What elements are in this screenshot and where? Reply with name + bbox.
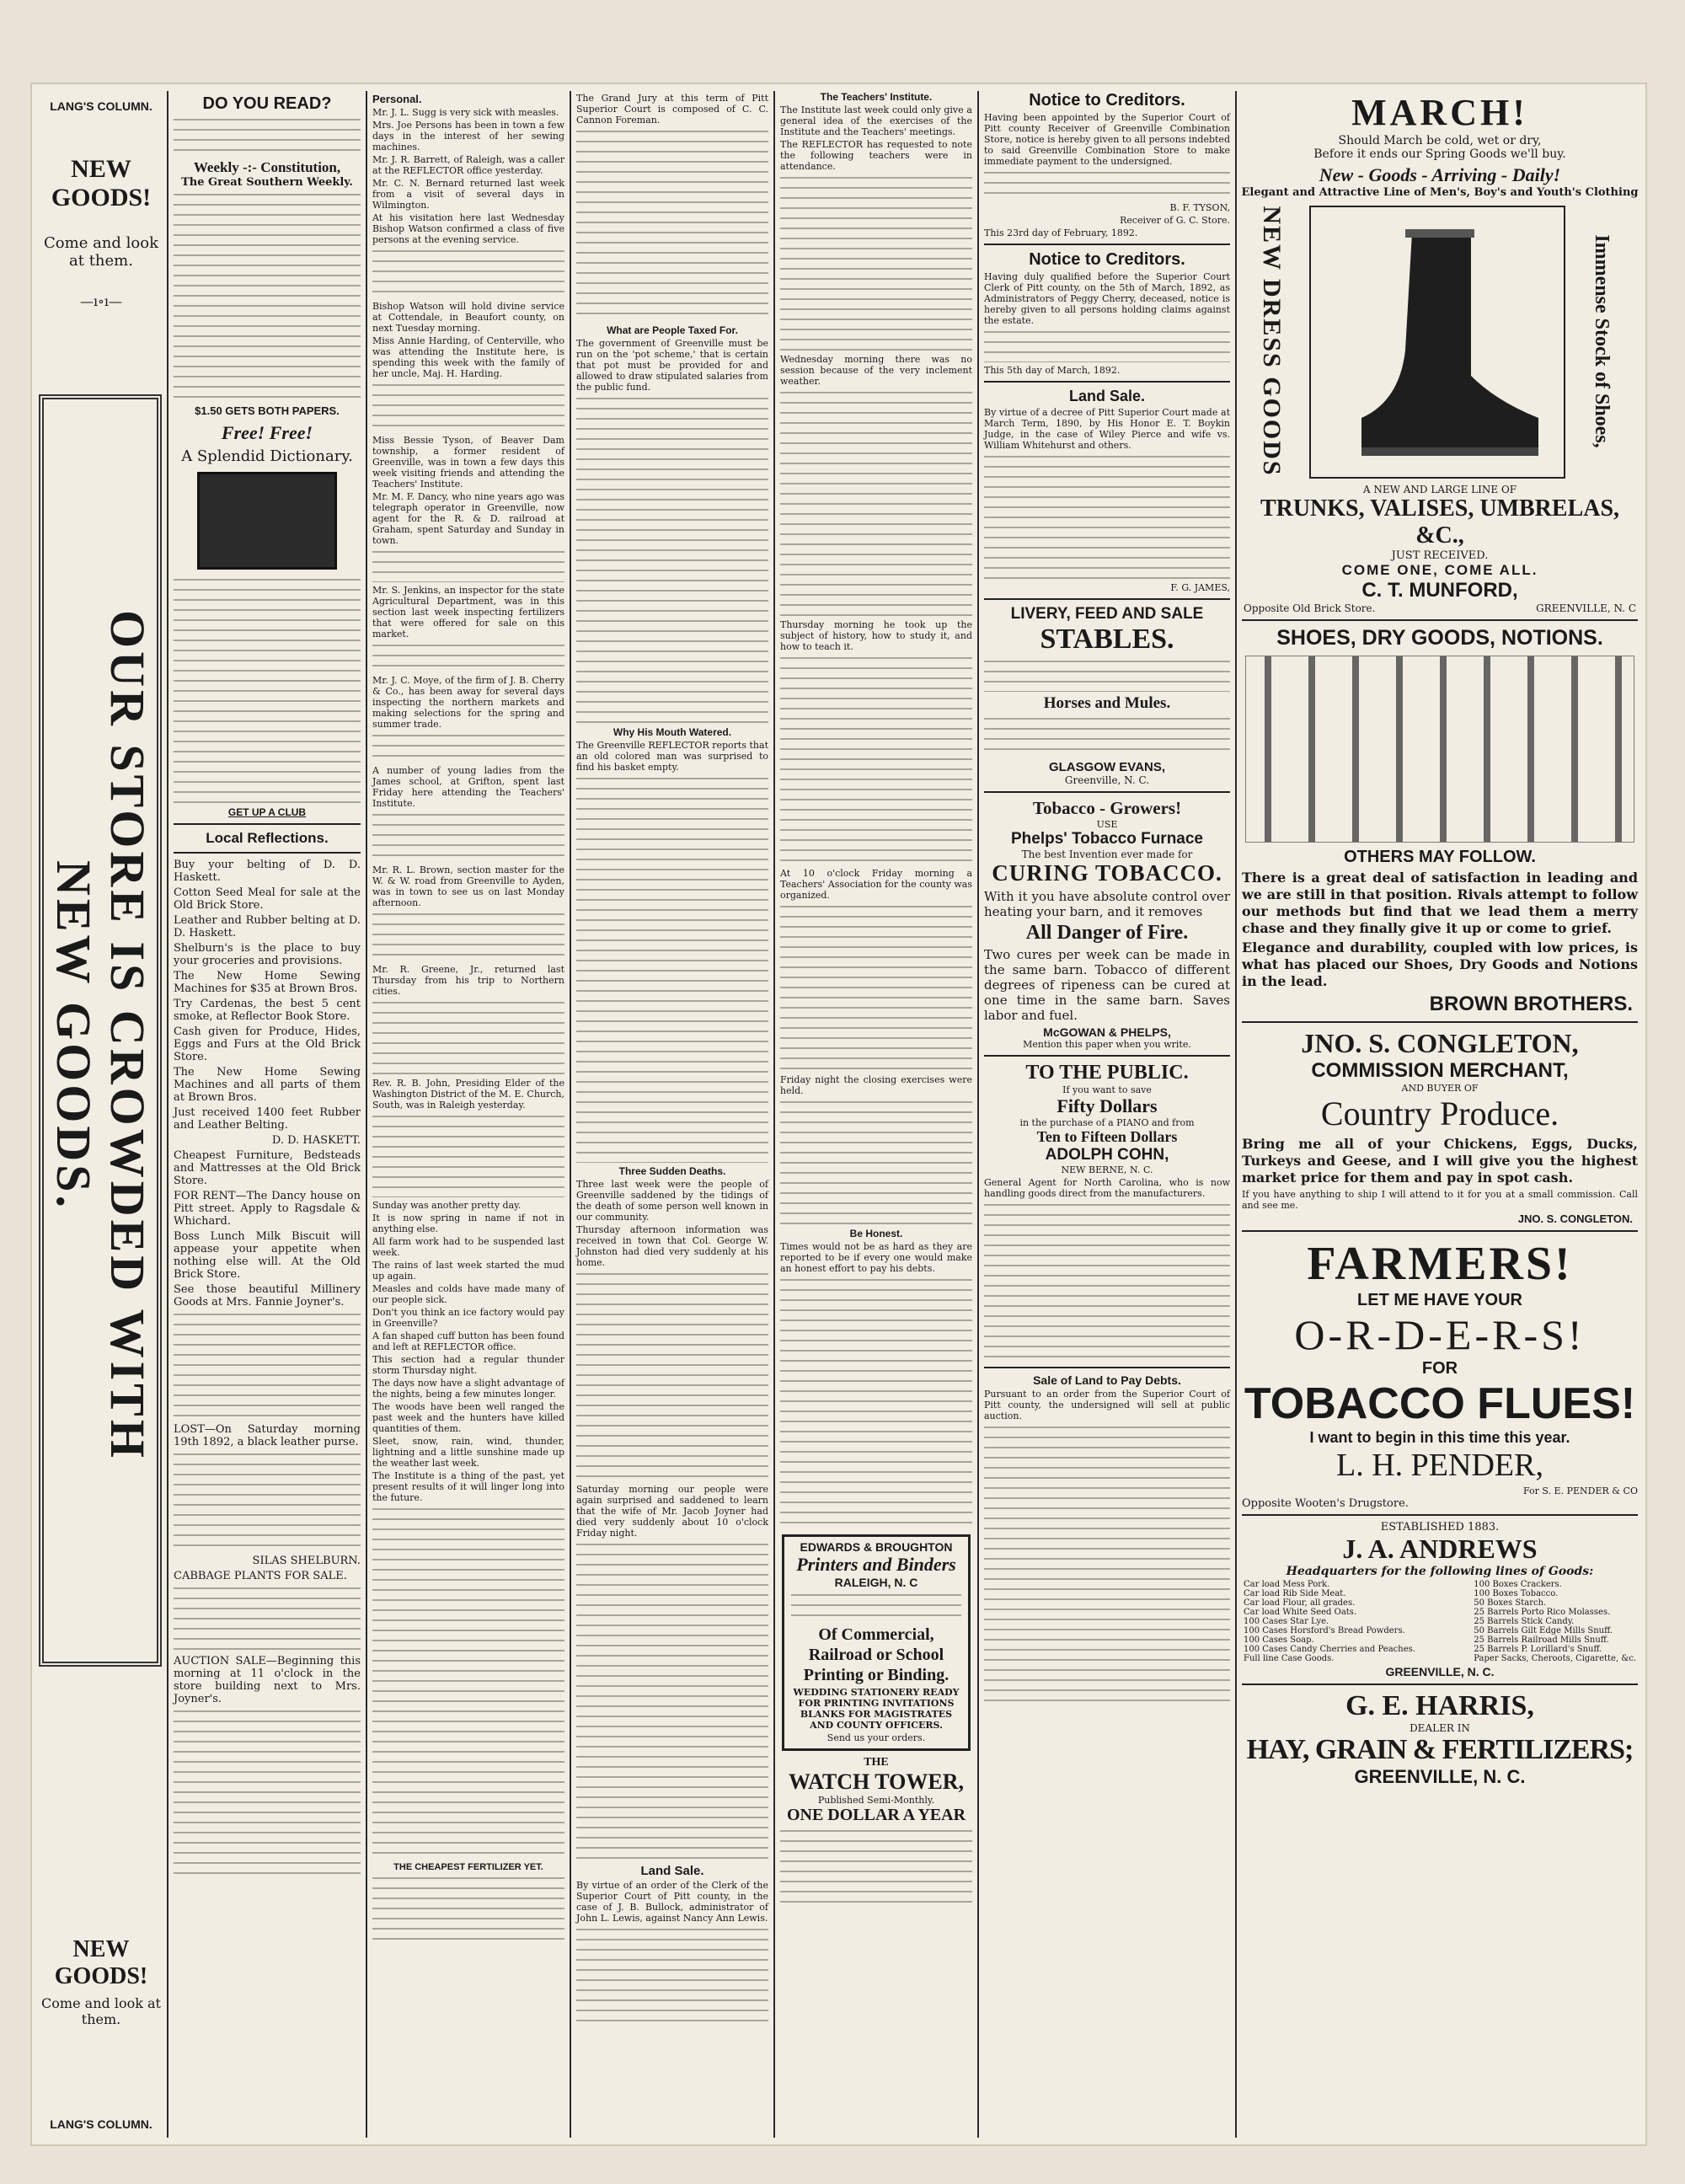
let-me-have: LET ME HAVE YOUR	[1357, 1291, 1522, 1309]
local-item: Cotton Seed Meal for sale at the Old Brick Store.	[174, 886, 361, 912]
furnace-description: With it you have absolute control over heating your barn, and it removes	[984, 889, 1230, 919]
column-rule	[570, 91, 571, 2138]
ten-fifteen-dollars: Ten to Fifteen Dollars	[1036, 1128, 1178, 1145]
divider	[1242, 1021, 1638, 1023]
furnace-description: Two cures per week can be made in the same barn. Tobacco of different degrees of ripeness can be cured at one time in the same barn. Saves labor and fuel.	[984, 947, 1230, 1023]
column-rule	[773, 91, 775, 2138]
personal-paragraph: Mr. J. R. Barrett, of Raleigh, was a caller at the REFLECTOR office yesterday.	[372, 154, 564, 176]
goods-item: Car load Flour, all grades.	[1244, 1598, 1356, 1608]
land-sale-heading: Land Sale.	[1068, 388, 1146, 404]
danger-of-fire: All Danger of Fire.	[1025, 922, 1189, 944]
divider	[984, 381, 1230, 383]
brown-paragraph: Elegance and durability, coupled with low prices, is what has placed our Shoes, Dry Goods and Notions in the lead.	[1242, 939, 1638, 989]
glasgow-evans: GLASGOW EVANS,	[1048, 760, 1166, 774]
others-may-follow: OTHERS MAY FOLLOW.	[1344, 848, 1536, 866]
tobacco-growers: Tobacco - Growers!	[1032, 798, 1182, 818]
phelps-furnace: Phelps' Tobacco Furnace	[1011, 830, 1203, 848]
goods-item: 50 Boxes Starch.	[1474, 1598, 1547, 1608]
goods-right-list	[1474, 1580, 1636, 1663]
teachers-institute-heading: The Teachers' Institute.	[820, 91, 933, 103]
dictionary-illustration	[197, 472, 337, 570]
goods-item: 100 Boxes Crackers.	[1474, 1580, 1562, 1589]
munford-address	[1244, 602, 1636, 614]
pender-name: L. H. PENDER,	[1336, 1448, 1543, 1483]
personal-paragraph: Miss Bessie Tyson, of Beaver Dam township, a former resident of Greenville, was in town a few days this week visiting friends and attending the Teachers' Institute.	[372, 435, 564, 490]
personal-paragraph: The days now have a slight advantage of the nights, being a few minutes longer.	[372, 1378, 564, 1400]
local-item: Shelburn's is the place to buy your groceries and provisions.	[174, 942, 361, 967]
notice-date: This 5th day of March, 1892.	[984, 365, 1121, 376]
text-block	[576, 128, 768, 322]
sale-land-debts: Sale of Land to Pay Debts.	[1033, 1373, 1181, 1387]
institute-paragraph: Wednesday morning there was no session because of the very inclement weather.	[780, 354, 972, 387]
tobacco-flues: TOBACCO FLUES!	[1244, 1379, 1636, 1428]
personal-paragraph: A number of young ladies from the James school, at Grifton, spent last Friday here attending the Teachers' Institute.	[372, 765, 564, 809]
personal-paragraph: Miss Annie Harding, of Centerville, who was attending the Institute here, is spending this week with the family of her uncle, Maj. H. Harding.	[372, 335, 564, 379]
goods-item: Car load White Seed Oats.	[1244, 1608, 1357, 1617]
march-poem-line: Should March be cold, wet or dry,	[1338, 134, 1542, 147]
come-one-come-all: COME ONE, COME ALL.	[1341, 562, 1538, 578]
for-label: FOR	[1421, 1359, 1458, 1378]
personal-paragraph: Mr. C. N. Bernard returned last week from a visit of several days in Wilmington.	[372, 178, 564, 211]
local-item: Buy your belting of D. D. Haskett.	[174, 859, 361, 884]
store-crowded-text: OUR STORE IS CROWDED WITH	[100, 610, 155, 1461]
divider	[984, 1055, 1230, 1057]
personal-paragraph: Mr. R. L. Brown, section master for the W. & W. road from Greenville to Ayden, was in town to see us on last Monday afternoon.	[372, 864, 564, 908]
local-item: Just received 1400 feet Rubber and Leather Belting.	[174, 1106, 361, 1132]
local-item: CABBAGE PLANTS FOR SALE.	[174, 1570, 347, 1582]
farmers-headline: FARMERS!	[1307, 1238, 1573, 1290]
gets-both-papers: $1.50 GETS BOTH PAPERS.	[195, 404, 340, 417]
langs-column	[37, 91, 165, 2138]
divider	[1242, 1230, 1638, 1232]
text-block	[174, 1311, 361, 1421]
do-you-read-headline: DO YOU READ?	[202, 94, 332, 113]
news-paragraph: The Greenville REFLECTOR reports that an old colored man was surprised to find his basket empty.	[576, 740, 768, 773]
langs-column-header-top: LANG'S COLUMN.	[50, 99, 152, 113]
goods-item: 25 Barrels Porto Rico Molasses.	[1474, 1608, 1611, 1617]
harris-name: G. E. HARRIS,	[1345, 1690, 1534, 1721]
text-block	[780, 903, 972, 1072]
goods-item: 100 Cases Star Lye.	[1244, 1617, 1329, 1626]
taxed-for-heading: What are People Taxed For.	[607, 324, 738, 336]
munford-name: C. T. MUNFORD,	[1361, 579, 1518, 602]
country-produce: Country Produce.	[1320, 1095, 1559, 1132]
curing-tobacco: CURING TOBACCO.	[992, 860, 1222, 886]
text-block	[576, 395, 768, 724]
text-block	[984, 715, 1230, 757]
text-block	[780, 1828, 972, 1903]
divider	[174, 852, 361, 854]
text-block	[576, 1541, 768, 1861]
use-label: USE	[1096, 819, 1118, 830]
headquarters-line: Headquarters for the following lines of Goods:	[1286, 1565, 1594, 1578]
text-block	[780, 655, 972, 865]
personal-paragraph: The rains of last week started the mud up again.	[372, 1260, 564, 1282]
pender-company: For S. E. PENDER & CO	[1523, 1485, 1638, 1496]
great-southern-weekly: The Great Southern Weekly.	[181, 176, 353, 189]
new-berne: NEW BERNE, N. C.	[1061, 1164, 1153, 1175]
column-rule	[366, 91, 367, 2138]
trunks-valises: TRUNKS, VALISES, UMBRELAS, &C.,	[1260, 495, 1620, 549]
news-paragraph: By virtue of an order of the Clerk of the Superior Court of Pitt county, in the case of J. B. Bullock, administrator of John L. Lewis, against Nancy Ann Lewis.	[576, 1880, 768, 1924]
personal-paragraph: Don't you think an ice factory would pay in Greenville?	[372, 1307, 564, 1329]
text-block	[372, 999, 564, 1075]
buyer-of: AND BUYER OF	[1401, 1083, 1479, 1094]
personal-heading: Personal.	[372, 93, 422, 105]
wootens-drugstore: Opposite Wooten's Drugstore.	[1242, 1497, 1409, 1510]
watch-tower-title: WATCH TOWER,	[788, 1769, 965, 1794]
personal-paragraph: Mr. R. Greene, Jr., returned last Thursday from his trip to Northern cities.	[372, 964, 564, 997]
shoes-dry-goods-notions: SHOES, DRY GOODS, NOTIONS.	[1276, 626, 1603, 650]
sudden-deaths-heading: Three Sudden Deaths.	[618, 1165, 726, 1177]
get-up-club: GET UP A CLUB	[227, 806, 307, 818]
text-block	[372, 642, 564, 672]
news-paragraph: Saturday morning our people were again surprised and saddened to learn that the wife of Mr. Jacob Joyner had died very suddenly about 10 o'clock Friday night.	[576, 1484, 768, 1539]
dealer-in: DEALER IN	[1410, 1722, 1470, 1734]
hay-grain-fertilizers: HAY, GRAIN & FERTILIZERS;	[1246, 1734, 1634, 1765]
adolph-cohn: ADOLPH COHN,	[1045, 1146, 1169, 1164]
divider	[1242, 1684, 1638, 1685]
text-block	[576, 1271, 768, 1481]
personal-paragraph: It is now spring in name if not in anything else.	[372, 1212, 564, 1234]
mcgowan-phelps: McGOWAN & PHELPS,	[1043, 1025, 1171, 1039]
produce-paragraph: Bring me all of your Chickens, Eggs, Ducks, Turkeys and Geese, and I will give you the highest market price for them and pay in spot cash.	[1242, 1136, 1638, 1186]
land-sale-heading: Land Sale.	[640, 1864, 704, 1878]
text-block	[174, 576, 361, 804]
text-block	[372, 911, 564, 961]
personal-paragraph: Sunday was another pretty day.	[372, 1200, 522, 1211]
divider	[1242, 619, 1638, 621]
langs-column-header-bottom: LANG'S COLUMN.	[50, 2117, 152, 2131]
text-block	[372, 732, 564, 763]
local-item-signer: SILAS SHELBURN.	[252, 1555, 361, 1567]
immense-stock-shoes: Immense Stock of Shoes,	[1591, 234, 1613, 448]
new-large-line: A NEW AND LARGE LINE OF	[1362, 484, 1517, 495]
column-notices	[981, 91, 1233, 2138]
boot-illustration	[1309, 206, 1565, 479]
text-block	[372, 1506, 564, 1860]
text-block	[780, 1277, 972, 1529]
goods-item: 100 Boxes Tobacco.	[1474, 1589, 1559, 1598]
goods-item: 50 Barrels Gilt Edge Mills Snuff.	[1474, 1626, 1613, 1635]
column-personal	[369, 91, 568, 2138]
local-item: Leather and Rubber belting at D. D. Haskett.	[174, 914, 361, 939]
text-block	[984, 329, 1230, 362]
come-look-bottom: Come and look at them.	[41, 1995, 161, 2027]
personal-paragraph: Rev. R. B. John, Presiding Elder of the Washington District of the M. E. Church, South, was in Raleigh yesterday.	[372, 1078, 564, 1111]
goods-item: 100 Cases Soap.	[1244, 1635, 1314, 1645]
news-paragraph: Thursday afternoon information was received in town that Col. George W. Johnston had died very suddenly at his home.	[576, 1224, 768, 1268]
local-item: LOST—On Saturday morning 19th 1892, a black leather purse.	[174, 1423, 361, 1448]
notice-date: This 23rd day of February, 1892.	[984, 228, 1138, 238]
text-block	[984, 1202, 1230, 1362]
text-block	[984, 169, 1230, 200]
goods-item: Car load Mess Pork.	[1244, 1580, 1330, 1589]
established-1883: ESTABLISHED 1883.	[1380, 1521, 1500, 1534]
fifty-dollars: Fifty Dollars	[1056, 1095, 1158, 1116]
text-block	[791, 1592, 961, 1622]
divider	[984, 791, 1230, 793]
text-block	[984, 1424, 1230, 1702]
notice-signer: F. G. JAMES,	[1170, 582, 1230, 593]
news-paragraph: The Grand Jury at this term of Pitt Superior Court is composed of C. C. Cannon Foreman.	[576, 93, 768, 126]
goods-left-list	[1244, 1580, 1415, 1663]
text-block	[174, 116, 361, 157]
column-rule	[977, 91, 979, 2138]
column-local-news	[573, 91, 772, 2138]
divider	[1242, 1514, 1638, 1516]
personal-paragraph: A fan shaped cuff button has been found and left at REFLECTOR office.	[372, 1330, 564, 1352]
news-paragraph: The government of Greenville must be run on the 'pot scheme,' that is certain that pot must be provided for and allowed to draw stipulated salaries from the public fund.	[576, 338, 768, 393]
weekly-constitution-title: Weekly -:- Constitution,	[193, 159, 341, 175]
notice-signer-title: Receiver of G. C. Store.	[1120, 215, 1230, 226]
personal-paragraph: Mr. M. F. Dancy, who nine years ago was telegraph operator in Greenville, now agent for the R. & D. railroad at Graham, spent Saturday and Sunday in town.	[372, 491, 564, 546]
brown-brothers: BROWN BROTHERS.	[1429, 993, 1633, 1015]
local-item: Cash given for Produce, Hides, Eggs and Furs at the Old Brick Store.	[174, 1025, 361, 1063]
text-block	[984, 658, 1230, 692]
goods-item: 25 Barrels Stick Candy.	[1474, 1617, 1575, 1626]
notice-creditors-heading: Notice to Creditors.	[1029, 91, 1185, 110]
column-institute	[777, 91, 976, 2138]
edwards-broughton-ad	[782, 1534, 971, 1751]
personal-paragraph: Mr. J. L. Sugg is very sick with measles.	[372, 107, 559, 118]
news-paragraph: Three last week were the people of Greenville saddened by the tidings of the death of some person well known in our community.	[576, 1179, 768, 1223]
to-the-public: TO THE PUBLIC.	[1025, 1062, 1189, 1084]
goods-item: 25 Barrels P. Lorillard's Snuff.	[1474, 1645, 1602, 1654]
produce-paragraph: If you have anything to ship I will attend to it for you at a small commission. Call and see me.	[1242, 1189, 1638, 1211]
local-item-signer: D. D. HASKETT.	[271, 1134, 361, 1147]
notice-paragraph: By virtue of a decree of Pitt Superior Court made at March Term, 1890, by His Honor E. T. Boykin Judge, in the case of Wiley Pierce and wife vs. William Whitehurst and others.	[984, 407, 1230, 451]
sale-paragraph: Pursuant to an order from the Superior Court of Pitt county, the undersigned will sell at public auction.	[984, 1389, 1230, 1421]
one-dollar-year: ONE DOLLAR A YEAR	[786, 1806, 966, 1824]
text-block	[780, 174, 972, 351]
cheapest-fertilizer-heading: THE CHEAPEST FERTILIZER YET.	[393, 1862, 543, 1872]
divider	[984, 598, 1230, 600]
institute-paragraph: The Institute last week could only give a general idea of the exercises of the Institute and the Teachers' meetings.	[780, 104, 972, 137]
clothing-line: Elegant and Attractive Line of Men's, Boy's and Youth's Clothing	[1241, 186, 1639, 199]
congleton-name: JNO. S. CONGLETON,	[1301, 1028, 1579, 1058]
congleton-signature: JNO. S. CONGLETON.	[1517, 1212, 1633, 1225]
new-goods-headline-bottom: NEW GOODS!	[54, 1936, 148, 1989]
just-received: JUST RECEIVED.	[1391, 549, 1489, 562]
stables-heading: STABLES.	[1040, 624, 1174, 655]
goods-arriving: New - Goods - Arriving - Daily!	[1319, 164, 1561, 185]
personal-paragraph: Mr. S. Jenkins, an inspector for the state Agricultural Department, was in this section last week inspecting fertilizers that were offered for sale on this market.	[372, 585, 564, 640]
column-rule	[167, 91, 168, 2138]
new-dress-goods: NEW DRESS GOODS	[1258, 206, 1286, 477]
divider	[174, 823, 361, 825]
mention-paper: Mention this paper when you write.	[1023, 1039, 1191, 1050]
personal-paragraph: Mrs. Joe Persons has been in town a few days in the interest of her sewing machines.	[372, 120, 564, 153]
column-advertisements	[1238, 91, 1641, 2138]
personal-paragraph: Bishop Watson will hold divine service at Cottendale, in Beaufort county, on next Tuesday morning.	[372, 301, 564, 334]
new-goods-vertical-text: NEW GOODS.	[46, 859, 101, 1211]
institute-paragraph: Friday night the closing exercises were held.	[780, 1074, 972, 1096]
local-item: Cheapest Furniture, Bedsteads and Mattresses at the Old Brick Store.	[174, 1149, 361, 1187]
free-free-headline: Free! Free!	[221, 422, 313, 443]
text-block	[576, 775, 768, 1163]
boot-ad-block	[1242, 202, 1638, 480]
text-block	[174, 1451, 361, 1552]
vertical-banner-frame	[39, 394, 162, 1667]
column-rule	[1235, 91, 1237, 2138]
andrews-goods-list	[1244, 1580, 1636, 1663]
in-purchase: in the purchase of a PIANO and from	[1019, 1117, 1195, 1128]
printers-binders: Printers and Binders	[796, 1554, 956, 1575]
text-block	[372, 248, 564, 298]
andrews-name: J. A. ANDREWS	[1342, 1534, 1538, 1564]
notice-paragraph: Having been appointed by the Superior Court of Pitt county Receiver of Greenville Combination Store, notice is hereby given to all persons indebted to said Greenville Combination Store to make immediate payment to the undersigned.	[984, 112, 1230, 167]
goods-item: Full line Case Goods.	[1244, 1654, 1335, 1663]
text-block	[576, 1926, 768, 2027]
institute-paragraph: The REFLECTOR has requested to note the following teachers were in attendance.	[780, 139, 972, 172]
goods-item: 25 Barrels Railroad Mills Snuff.	[1474, 1635, 1609, 1645]
text-block	[780, 1099, 972, 1225]
march-poem-line: Before it ends our Spring Goods we'll buy.	[1313, 147, 1566, 161]
send-orders: Send us your orders.	[826, 1732, 926, 1743]
text-block	[984, 453, 1230, 580]
harris-location: GREENVILLE, N. C.	[1354, 1766, 1526, 1787]
personal-paragraph: The Institute is a thing of the past, yet present results of it will linger long into the future.	[372, 1470, 564, 1503]
mouth-watered-heading: Why His Mouth Watered.	[612, 726, 732, 738]
horses-mules: Horses and Mules.	[1043, 694, 1171, 712]
local-reflections-title: Local Reflections.	[206, 830, 329, 846]
text-block	[372, 382, 564, 432]
personal-paragraph: The woods have been well ranged the past week and the hunters have killed quantities of them.	[372, 1401, 564, 1434]
if-save: If you want to save	[1062, 1084, 1152, 1095]
begin-this-year: I want to begin in this time this year.	[1309, 1429, 1570, 1446]
livery-heading: LIVERY, FEED AND SALE	[1010, 605, 1204, 623]
goods-item: Car load Rib Side Meat.	[1244, 1589, 1346, 1598]
splendid-dictionary-title: A Splendid Dictionary.	[181, 447, 353, 465]
local-item: FOR RENT—The Dancy house on Pitt street. Apply to Ragsdale & Whichard.	[174, 1190, 361, 1228]
wedding-stationery: WEDDING STATIONERY READY FOR PRINTING INVITATIONS BLANKS FOR MAGISTRATES AND COUNTY OFFICERS.	[793, 1687, 960, 1731]
personal-paragraph: At his visitation here last Wednesday Bishop Watson confirmed a class of five persons at the evening service.	[372, 212, 564, 245]
andrews-location: GREENVILLE, N. C.	[1385, 1665, 1495, 1678]
brown-paragraph: There is a great deal of satisfaction in leading and we are still in that position. Rivals attempt to follow our methods but find that we lead them a merry chase and they finally give it up or come to grief.	[1242, 870, 1638, 936]
text-block	[372, 811, 564, 862]
local-item: The New Home Sewing Machines for $35 at Brown Bros.	[174, 970, 361, 995]
institute-paragraph: Times would not be as hard as they are reported to be if every one would make an honest effort to pay his debts.	[780, 1241, 972, 1274]
opposite-store: Opposite Old Brick Store.	[1244, 602, 1376, 614]
personal-paragraph: Mr. J. C. Moye, of the firm of J. B. Cherry & Co., has been away for several days inspecting the northern markets and making selections for the spring and summer trade.	[372, 675, 564, 730]
notice-creditors-heading: Notice to Creditors.	[1029, 250, 1185, 269]
be-honest-heading: Be Honest.	[849, 1228, 903, 1239]
greenville-nc: GREENVILLE, N. C	[1536, 602, 1636, 614]
raleigh-location: RALEIGH, N. C	[834, 1576, 918, 1589]
commission-merchant: COMMISSION MERCHANT,	[1311, 1059, 1569, 1082]
text-block	[780, 389, 972, 617]
ornament-divider: —ı∘ı—	[79, 293, 123, 309]
text-block	[372, 1113, 564, 1197]
personal-paragraph: This section had a regular thunder storm Thursday night.	[372, 1354, 564, 1376]
local-item: The New Home Sewing Machines and all parts of them at Brown Bros.	[174, 1066, 361, 1104]
text-block	[174, 1708, 361, 1876]
crowd-illustration	[1245, 656, 1634, 843]
personal-paragraph: Measles and colds have made many of our people sick.	[372, 1283, 564, 1305]
text-block	[372, 549, 564, 582]
personal-paragraph: Sleet, snow, rain, wind, thunder, lightning and a little sunshine made up the weather last week.	[372, 1436, 564, 1469]
march-headline: MARCH!	[1351, 92, 1528, 133]
watch-tower-frequency: Published Semi-Monthly.	[817, 1795, 935, 1806]
goods-item: Paper Sacks, Cheroots, Cigarette, &c.	[1474, 1654, 1636, 1663]
divider	[984, 1367, 1230, 1368]
cohn-paragraph: General Agent for North Carolina, who is now handling goods direct from the manufacturers.	[984, 1177, 1230, 1199]
orders-headline: O-R-D-E-R-S!	[1294, 1311, 1586, 1358]
column-do-you-read	[170, 91, 364, 2138]
notice-paragraph: Having duly qualified before the Superior Court Clerk of Pitt county, on the 5th of March, 1892, as Administrators of Peggy Cherry, deceased, notice is hereby given to all persons holding claims against the estate.	[984, 271, 1230, 326]
commercial-printing: Of Commercial, Railroad or School Printing or Binding.	[803, 1625, 949, 1684]
edwards-broughton-name: EDWARDS & BROUGHTON	[800, 1540, 953, 1554]
notice-signer: B. F. TYSON,	[1169, 202, 1230, 213]
newspaper-page	[32, 84, 1645, 2144]
local-item: See those beautiful Millinery Goods at Mrs. Fannie Joyner's.	[174, 1283, 361, 1309]
local-item: AUCTION SALE—Beginning this morning at 11 o'clock in the store building next to Mrs. Joyner's.	[174, 1655, 361, 1705]
local-item: Boss Lunch Milk Biscuit will appease your appetite when nothing else will. At the Old Brick Store.	[174, 1230, 361, 1281]
watch-tower-the: THE	[864, 1756, 889, 1769]
personal-paragraph: All farm work had to be suspended last week.	[372, 1236, 564, 1258]
divider	[984, 244, 1230, 245]
goods-item: 100 Cases Candy Cherries and Peaches.	[1244, 1645, 1415, 1654]
text-block	[174, 191, 361, 402]
come-look-top: Come and look at them.	[44, 234, 158, 270]
greenville-location: Greenville, N. C.	[1064, 774, 1150, 786]
best-invention: The best Invention ever made for	[1021, 848, 1193, 860]
institute-paragraph: At 10 o'clock Friday morning a Teachers' Association for the county was organized.	[780, 868, 972, 901]
institute-paragraph: Thursday morning he took up the subject of history, how to study it, and how to teach it.	[780, 619, 972, 652]
text-block	[174, 1585, 361, 1652]
text-block	[372, 1875, 564, 1942]
new-goods-headline-top: NEW GOODS!	[51, 155, 152, 211]
goods-item: 100 Cases Horsford's Bread Powders.	[1244, 1626, 1405, 1635]
local-item: Try Cardenas, the best 5 cent smoke, at Reflector Book Store.	[174, 998, 361, 1023]
